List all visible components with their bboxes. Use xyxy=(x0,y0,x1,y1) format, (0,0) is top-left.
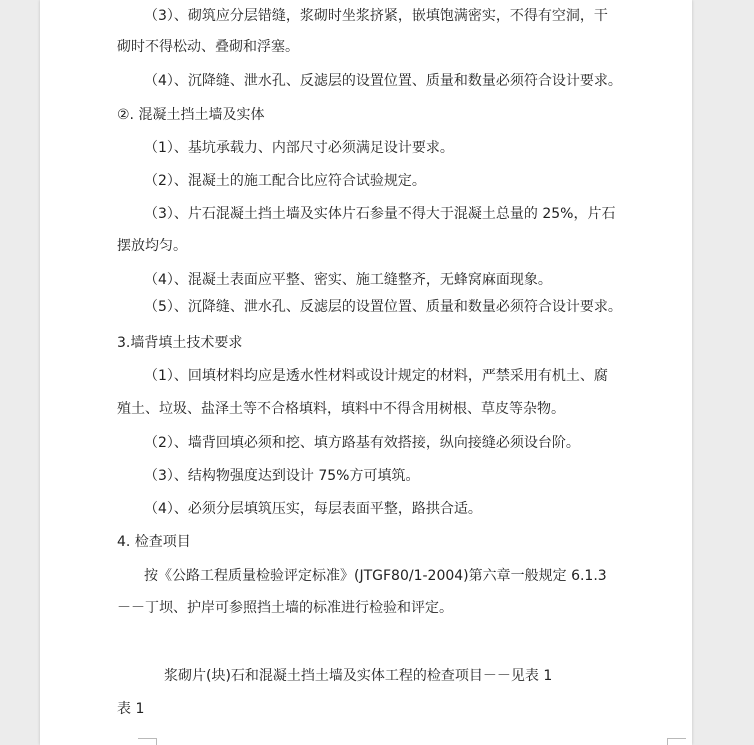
concrete-item-2: （2）、混凝土的施工配合比应符合试验规定。 xyxy=(144,173,426,189)
concrete-heading: ②. 混凝土挡土墙及实体 xyxy=(117,107,265,123)
table-title: 浆砌片(块)石和混凝土挡土墙及实体工程的检查项目－－见表 1 xyxy=(164,668,553,684)
inspection-paragraph-line-1: 按《公路工程质量检验评定标准》(JTGF80/1-2004)第六章一般规定 6.1.3 xyxy=(144,568,607,584)
page-corner-mark-right xyxy=(667,738,686,745)
masonry-item-4: （4）、沉降缝、泄水孔、反滤层的设置位置、质量和数量必须符合设计要求。 xyxy=(144,73,622,89)
backfill-item-3: （3）、结构物强度达到设计 75%方可填筑。 xyxy=(144,468,420,484)
backfill-item-2: （2）、墙背回填必须和挖、填方路基有效搭接，纵向接缝必须设台阶。 xyxy=(144,435,580,451)
inspection-heading: 4. 检查项目 xyxy=(117,534,191,550)
document-page xyxy=(40,0,692,745)
table-label: 表 1 xyxy=(117,701,145,717)
backfill-item-1-line-1: （1）、回填材料均应是透水性材料或设计规定的材料，严禁采用有机土、腐 xyxy=(144,368,608,384)
concrete-item-5: （5）、沉降缝、泄水孔、反滤层的设置位置、质量和数量必须符合设计要求。 xyxy=(144,299,622,315)
concrete-item-4: （4）、混凝土表面应平整、密实、施工缝整齐，无蜂窝麻面现象。 xyxy=(144,272,552,288)
backfill-heading: 3.墙背填土技术要求 xyxy=(117,335,243,351)
inspection-paragraph-line-2: －－丁坝、护岸可参照挡土墙的标准进行检验和评定。 xyxy=(117,600,453,616)
backfill-item-4: （4）、必须分层填筑压实，每层表面平整，路拱合适。 xyxy=(144,501,482,517)
masonry-item-3-line-1: （3）、砌筑应分层错缝，浆砌时坐浆挤紧，嵌填饱满密实，不得有空洞，干 xyxy=(144,8,608,24)
page-corner-mark-left xyxy=(138,738,157,745)
masonry-item-3-line-2: 砌时不得松动、叠砌和浮塞。 xyxy=(117,39,299,55)
backfill-item-1-line-2: 殖土、垃圾、盐泽土等不合格填料，填料中不得含用树根、草皮等杂物。 xyxy=(117,401,565,417)
concrete-item-3-line-2: 摆放均匀。 xyxy=(117,238,187,254)
concrete-item-1: （1）、基坑承载力、内部尺寸必须满足设计要求。 xyxy=(144,140,454,156)
concrete-item-3-line-1: （3）、片石混凝土挡土墙及实体片石参量不得大于混凝土总量的 25%，片石 xyxy=(144,206,616,222)
